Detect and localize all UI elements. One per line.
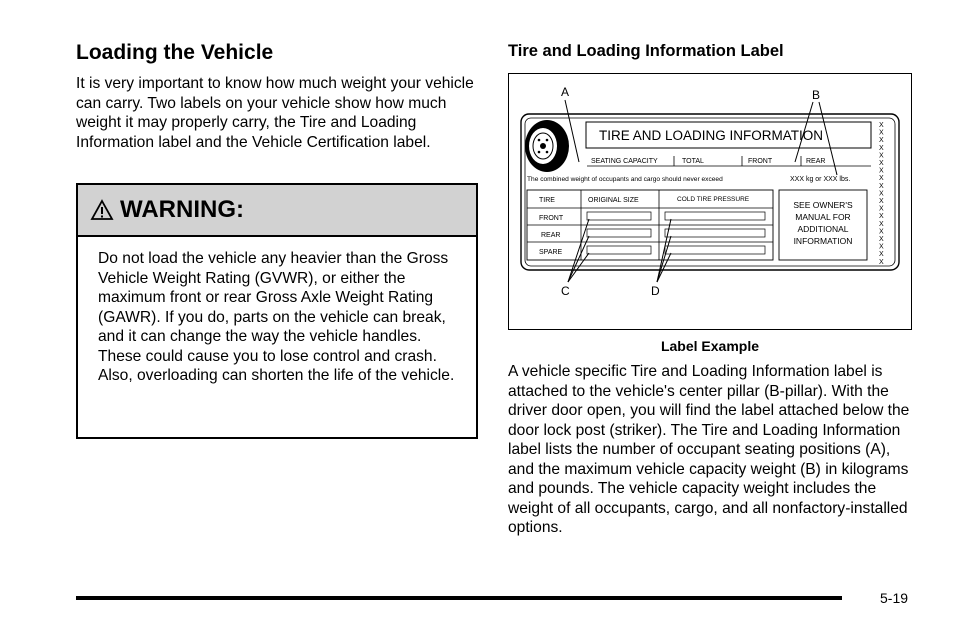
- x-mark: X: [879, 198, 884, 205]
- callout-b: B: [812, 88, 821, 102]
- x-mark: X: [879, 243, 884, 251]
- row-spare: SPARE: [539, 249, 563, 256]
- warning-header: [78, 185, 476, 237]
- figure-caption: Label Example: [660, 338, 760, 354]
- x-mark: X: [879, 129, 884, 137]
- right-column: [508, 40, 912, 72]
- combined-weight-text: The combined weight of occupants and cargo should never exceed: [527, 176, 723, 183]
- col-tire: TIRE: [539, 197, 555, 204]
- warning-text: Do not load the vehicle any heavier than the Gross Vehicle Weight Rating (GVWR), or either the maximum front or rear Gross Axle Weight Rating (GAWR). If you do, parts on the vehicle can break, and it can change the way the vehicle handles. These could cause you to lose control and crash. Also, overloading can shorten the life of the vehicle.: [98, 250, 455, 384]
- section-heading: Loading the Vehicle: [76, 41, 274, 64]
- label-title: TIRE AND LOADING INFORMATION: [599, 128, 824, 143]
- x-mark: X: [879, 167, 884, 175]
- information: INFORMATION: [793, 236, 853, 246]
- warning-title: WARNING:: [120, 196, 244, 223]
- x-mark: X: [879, 144, 884, 152]
- row-rear: REAR: [541, 232, 561, 239]
- label-description: A vehicle specific Tire and Loading Information label is attached to the vehicle's center pillar (B-pillar). With the driver door open, you will find the label attached below the door lock post (striker). The Tire and Loading Information label lists the number of occupant seating positions (A), and the maximum vehicle capacity weight (B) in kilograms and pounds. The vehicle capacity weight includes the weight of all occupants, cargo, and all nonfactory-installed options.: [508, 363, 910, 536]
- row-front: FRONT: [539, 215, 564, 222]
- x-mark: X: [879, 251, 884, 259]
- left-column: [76, 40, 478, 152]
- tire-label-diagram: [509, 74, 911, 329]
- additional: ADDITIONAL: [797, 224, 849, 234]
- x-mark: X: [879, 258, 884, 266]
- x-mark: X: [879, 137, 884, 145]
- front-label: FRONT: [748, 158, 773, 165]
- warning-box: [76, 183, 478, 439]
- tire-icon: [525, 120, 569, 172]
- see-owners: SEE OWNER'S: [793, 200, 853, 210]
- x-mark: X: [879, 236, 884, 243]
- warning-triangle-icon: [90, 199, 114, 221]
- x-mark: X: [879, 175, 884, 183]
- page-number: 5-19: [880, 590, 909, 606]
- x-mark: X: [879, 213, 884, 221]
- right-body: [508, 362, 912, 538]
- total-label: TOTAL: [682, 158, 704, 165]
- footer-rule: [76, 596, 842, 600]
- subsection-heading: Tire and Loading Information Label: [508, 42, 784, 60]
- x-mark-column: [879, 122, 884, 266]
- weight-value: XXX kg or XXX lbs.: [790, 176, 851, 183]
- callout-c: C: [561, 284, 570, 298]
- x-mark: X: [879, 190, 884, 198]
- x-mark: X: [879, 122, 884, 129]
- callout-a: A: [561, 85, 570, 99]
- x-mark: X: [879, 228, 884, 236]
- x-mark: X: [879, 220, 884, 228]
- seating-capacity-label: SEATING CAPACITY: [591, 158, 658, 165]
- manual-for: MANUAL FOR: [795, 212, 851, 222]
- label-figure: [508, 73, 912, 330]
- x-mark: X: [879, 152, 884, 160]
- callout-d: D: [651, 284, 660, 298]
- x-mark: X: [879, 182, 884, 190]
- x-mark: X: [879, 205, 884, 213]
- col-cold-pressure: COLD TIRE PRESSURE: [677, 196, 750, 203]
- x-mark: X: [879, 160, 884, 167]
- col-original-size: ORIGINAL SIZE: [588, 197, 639, 204]
- rear-label: REAR: [806, 158, 826, 165]
- intro-paragraph: It is very important to know how much weight your vehicle can carry. Two labels on your vehicle show how much weight it may properly carry, the Tire and Loading Information label and the Vehicle Certification label.: [76, 75, 474, 151]
